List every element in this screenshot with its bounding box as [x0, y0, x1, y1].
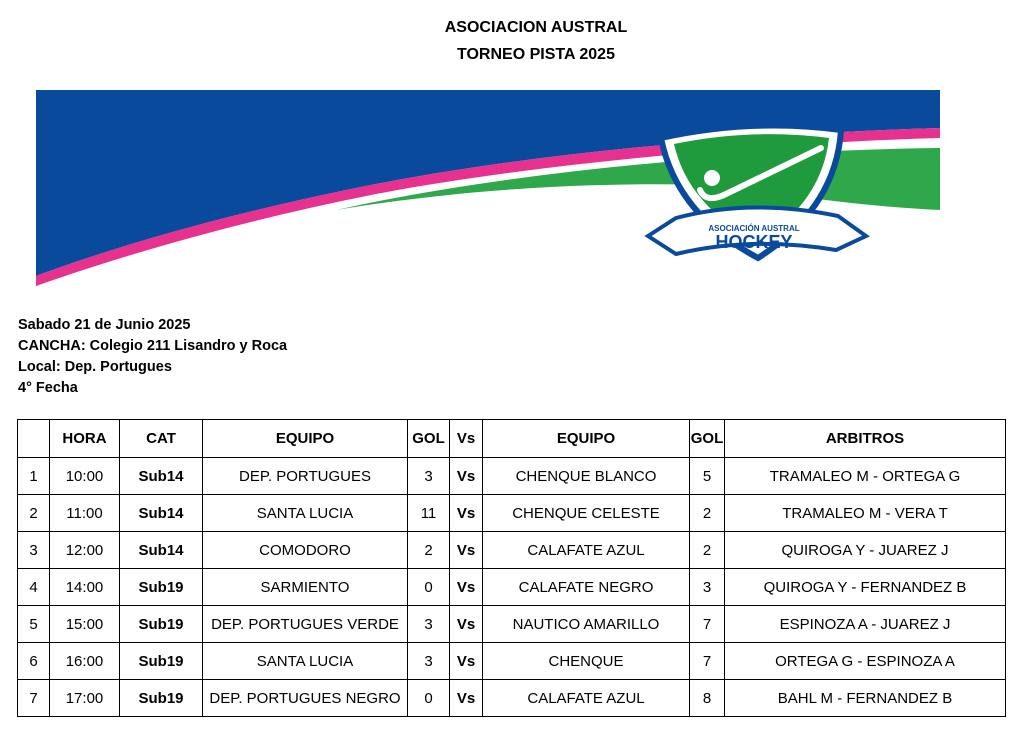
table-header-row — [18, 420, 1006, 458]
cell-num: 6 — [18, 643, 50, 680]
cell-hora: 11:00 — [50, 495, 120, 532]
cell-gol-visitante: 7 — [690, 606, 725, 643]
cell-equipo-local: SARMIENTO — [203, 569, 408, 606]
cell-cat: Sub19 — [120, 569, 203, 606]
cell-cat: Sub14 — [120, 495, 203, 532]
cell-num: 2 — [18, 495, 50, 532]
cell-gol-visitante: 7 — [690, 643, 725, 680]
cell-gol-visitante: 3 — [690, 569, 725, 606]
match-local: Local: Dep. Portugues — [18, 359, 172, 375]
logo-text-bottom: HOCKEY — [715, 232, 793, 252]
match-info — [18, 315, 287, 399]
match-venue: CANCHA: Colegio 211 Lisandro y Roca — [18, 338, 288, 354]
cell-num: 7 — [18, 680, 50, 717]
header-num — [18, 420, 50, 458]
cell-gol-local: 2 — [408, 532, 450, 569]
title-association: ASOCIACION AUSTRAL — [444, 19, 628, 36]
cell-equipo-visitante: CHENQUE CELESTE — [483, 495, 690, 532]
cell-vs: Vs — [450, 569, 483, 606]
cell-cat: Sub19 — [120, 680, 203, 717]
table-row — [18, 680, 1006, 717]
cell-equipo-local: DEP. PORTUGUES — [203, 458, 408, 495]
header-gol-visitante: GOL — [690, 420, 725, 458]
table-row — [18, 643, 1006, 680]
cell-gol-local: 11 — [408, 495, 450, 532]
cell-equipo-visitante: NAUTICO AMARILLO — [483, 606, 690, 643]
logo-text-top: ASOCIACIÓN AUSTRAL — [708, 224, 800, 233]
cell-hora: 15:00 — [50, 606, 120, 643]
cell-arbitros: TRAMALEO M - VERA T — [725, 495, 1006, 532]
hockey-ball-icon — [704, 170, 720, 186]
cell-gol-visitante: 2 — [690, 495, 725, 532]
table-row — [18, 606, 1006, 643]
cell-equipo-visitante: CHENQUE — [483, 643, 690, 680]
cell-num: 4 — [18, 569, 50, 606]
table-row — [18, 532, 1006, 569]
cell-vs: Vs — [450, 495, 483, 532]
cell-vs: Vs — [450, 532, 483, 569]
header-cat: CAT — [120, 420, 203, 458]
title-tournament: TORNEO PISTA 2025 — [457, 46, 615, 63]
cell-equipo-visitante: CALAFATE NEGRO — [483, 569, 690, 606]
cell-hora: 12:00 — [50, 532, 120, 569]
cell-gol-local: 0 — [408, 680, 450, 717]
cell-gol-local: 3 — [408, 643, 450, 680]
header-equipo-local: EQUIPO — [203, 420, 408, 458]
cell-equipo-local: DEP. PORTUGUES NEGRO — [203, 680, 408, 717]
cell-gol-local: 3 — [408, 606, 450, 643]
cell-equipo-visitante: CALAFATE AZUL — [483, 532, 690, 569]
cell-gol-visitante: 8 — [690, 680, 725, 717]
header-arbitros: ARBITROS — [725, 420, 1006, 458]
cell-vs: Vs — [450, 458, 483, 495]
cell-arbitros: ESPINOZA A - JUAREZ J — [725, 606, 1006, 643]
cell-num: 1 — [18, 458, 50, 495]
cell-cat: Sub19 — [120, 606, 203, 643]
cell-num: 3 — [18, 532, 50, 569]
cell-cat: Sub19 — [120, 643, 203, 680]
cell-equipo-local: SANTA LUCIA — [203, 643, 408, 680]
cell-vs: Vs — [450, 643, 483, 680]
header-equipo-visitante: EQUIPO — [483, 420, 690, 458]
cell-equipo-local: SANTA LUCIA — [203, 495, 408, 532]
cell-hora: 14:00 — [50, 569, 120, 606]
table-row — [18, 569, 1006, 606]
cell-arbitros: BAHL M - FERNANDEZ B — [725, 680, 1006, 717]
header-hora: HORA — [50, 420, 120, 458]
cell-equipo-visitante: CALAFATE AZUL — [483, 680, 690, 717]
cell-gol-local: 0 — [408, 569, 450, 606]
match-date: Sabado 21 de Junio 2025 — [18, 317, 191, 333]
table-row — [18, 458, 1006, 495]
cell-equipo-local: DEP. PORTUGUES VERDE — [203, 606, 408, 643]
banner — [36, 90, 940, 297]
cell-vs: Vs — [450, 680, 483, 717]
fixture-table — [17, 419, 1006, 717]
cell-num: 5 — [18, 606, 50, 643]
cell-arbitros: QUIROGA Y - JUAREZ J — [725, 532, 1006, 569]
match-round: 4° Fecha — [18, 380, 78, 396]
cell-arbitros: ORTEGA G - ESPINOZA A — [725, 643, 1006, 680]
cell-vs: Vs — [450, 606, 483, 643]
table-row — [18, 495, 1006, 532]
cell-gol-local: 3 — [408, 458, 450, 495]
cell-cat: Sub14 — [120, 532, 203, 569]
cell-arbitros: QUIROGA Y - FERNANDEZ B — [725, 569, 1006, 606]
cell-equipo-visitante: CHENQUE BLANCO — [483, 458, 690, 495]
cell-gol-visitante: 5 — [690, 458, 725, 495]
cell-equipo-local: COMODORO — [203, 532, 408, 569]
cell-gol-visitante: 2 — [690, 532, 725, 569]
header-vs: Vs — [450, 420, 483, 458]
header-gol-local: GOL — [408, 420, 450, 458]
cell-hora: 16:00 — [50, 643, 120, 680]
cell-hora: 10:00 — [50, 458, 120, 495]
cell-cat: Sub14 — [120, 458, 203, 495]
cell-hora: 17:00 — [50, 680, 120, 717]
cell-arbitros: TRAMALEO M - ORTEGA G — [725, 458, 1006, 495]
